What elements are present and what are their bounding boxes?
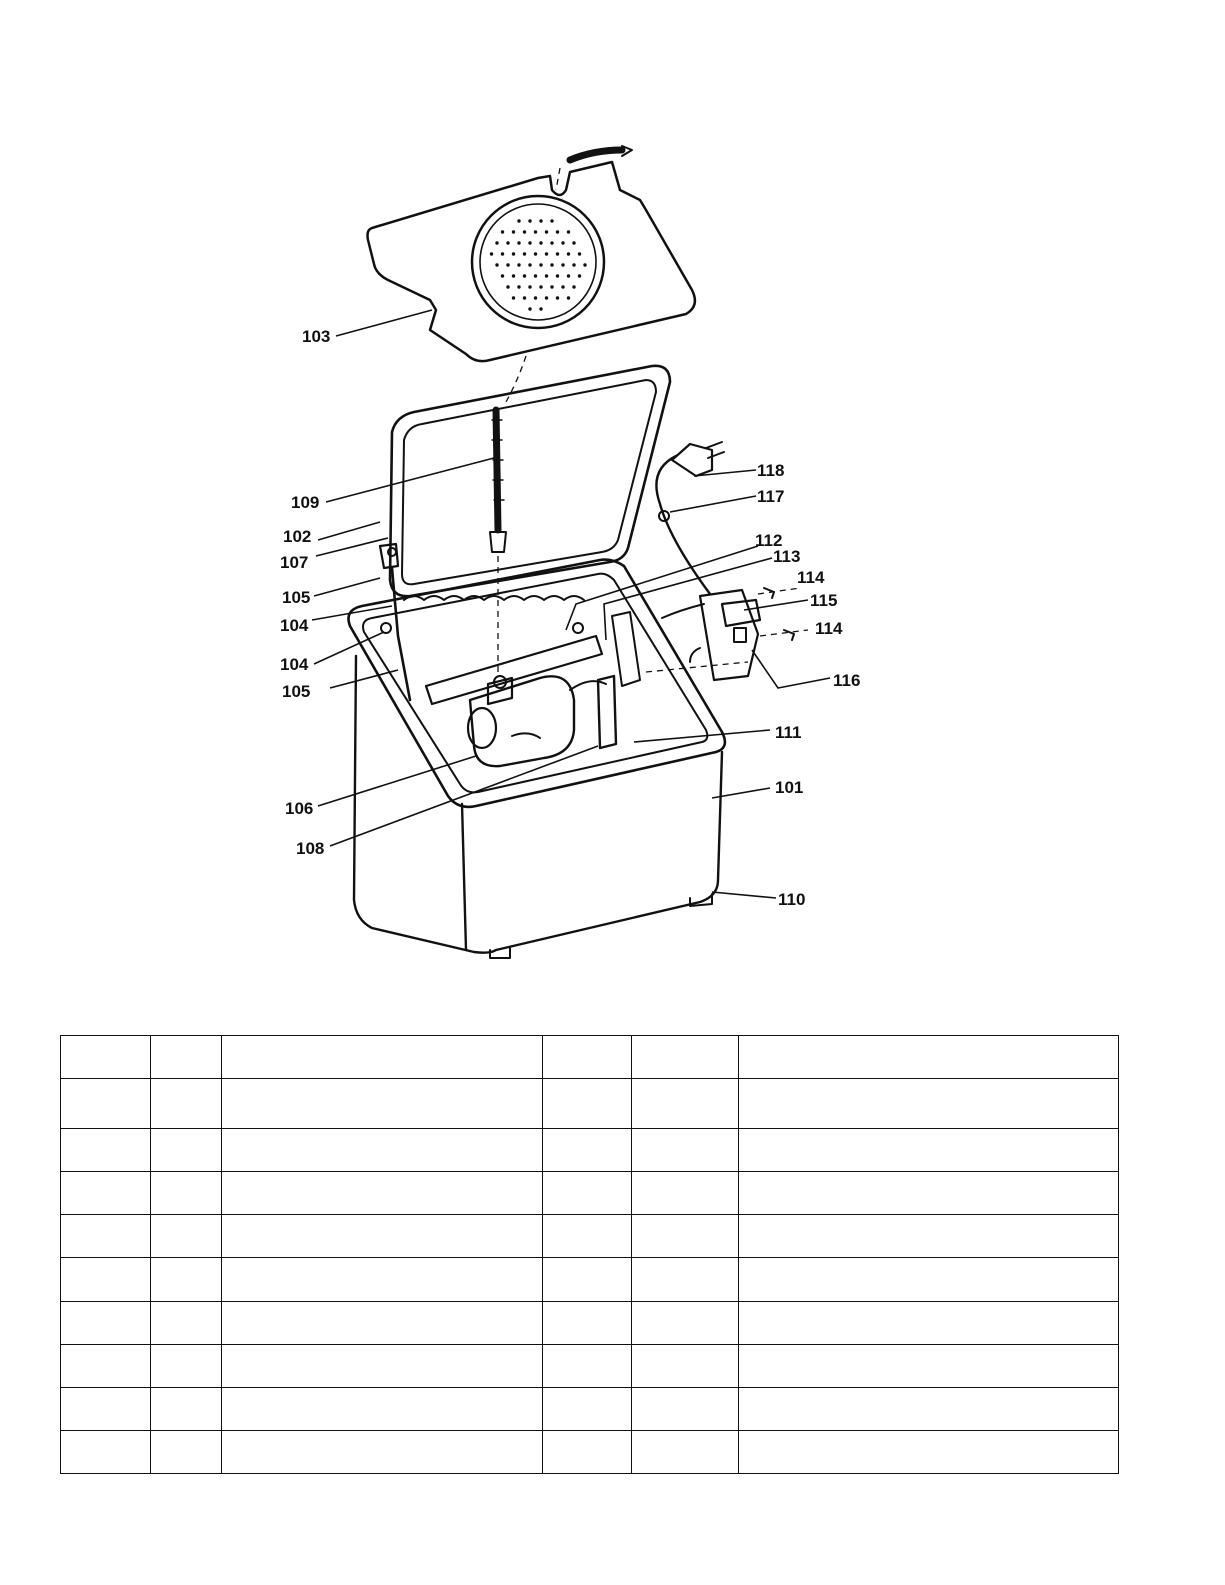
label-110: 110	[778, 890, 806, 909]
perforation-dot	[523, 296, 526, 299]
leader-lines	[312, 310, 830, 898]
label-108: 108	[296, 839, 325, 858]
perforation-dot	[512, 230, 515, 233]
table-cell	[151, 1036, 222, 1079]
perforation-dot	[534, 274, 537, 277]
perforation-dot	[545, 274, 548, 277]
label-107: 107	[280, 553, 309, 572]
table-cell	[151, 1215, 222, 1258]
table-row	[61, 1215, 1119, 1258]
table-cell	[543, 1172, 632, 1215]
table-cell	[632, 1036, 739, 1079]
table-cell	[543, 1301, 632, 1344]
perforation-dot	[545, 252, 548, 255]
lid-frame	[390, 366, 670, 600]
table-cell	[632, 1387, 739, 1430]
perforation-dot	[506, 241, 509, 244]
label-114: 114	[815, 619, 843, 638]
perforation-dot	[561, 241, 564, 244]
table-cell	[61, 1301, 151, 1344]
table-cell	[151, 1387, 222, 1430]
perforation-dot	[567, 296, 570, 299]
table-cell	[739, 1387, 1119, 1430]
perforation-dot	[539, 307, 542, 310]
perforation-dot	[528, 263, 531, 266]
table-cell	[61, 1430, 151, 1473]
label-117: 117	[757, 487, 785, 506]
table-cell	[61, 1172, 151, 1215]
perforation-dot	[556, 252, 559, 255]
table-cell	[543, 1387, 632, 1430]
perforation-dot	[534, 252, 537, 255]
table-row	[61, 1344, 1119, 1387]
label-104: 104	[280, 655, 309, 674]
perforation-dot	[583, 263, 586, 266]
label-114: 114	[797, 568, 825, 587]
table-row	[61, 1129, 1119, 1172]
label-105: 105	[282, 588, 311, 607]
perforation-dot	[578, 252, 581, 255]
perforation-dot	[501, 230, 504, 233]
table-cell	[543, 1430, 632, 1473]
perforation-dot	[501, 274, 504, 277]
perforation-dot	[567, 230, 570, 233]
label-118: 118	[757, 461, 785, 480]
perforation-dot	[523, 230, 526, 233]
perforation-dot	[539, 263, 542, 266]
table-row	[61, 1036, 1119, 1079]
perforation-dot	[506, 285, 509, 288]
table-cell	[61, 1129, 151, 1172]
label-102: 102	[283, 527, 312, 546]
table-row	[61, 1172, 1119, 1215]
perforation-dot	[556, 274, 559, 277]
table-cell	[222, 1036, 543, 1079]
table-cell	[739, 1079, 1119, 1129]
pump-assembly	[426, 612, 640, 766]
table-cell	[222, 1172, 543, 1215]
table-cell	[632, 1172, 739, 1215]
label-105: 105	[282, 682, 311, 701]
table-cell	[739, 1258, 1119, 1301]
table-cell	[739, 1215, 1119, 1258]
perforation-dot	[550, 241, 553, 244]
perforation-dot	[512, 296, 515, 299]
perforation-dot	[517, 263, 520, 266]
perforation-dot	[495, 241, 498, 244]
perforation-dot	[539, 241, 542, 244]
table-row	[61, 1387, 1119, 1430]
perforation-dot	[545, 296, 548, 299]
perforation-dot	[528, 219, 531, 222]
table-cell	[151, 1258, 222, 1301]
table-cell	[222, 1344, 543, 1387]
perforation-dot	[523, 252, 526, 255]
table-cell	[222, 1301, 543, 1344]
table-cell	[543, 1258, 632, 1301]
perforation-dot	[561, 263, 564, 266]
perforation-dot	[556, 230, 559, 233]
table-cell	[739, 1172, 1119, 1215]
perforation-dot	[561, 285, 564, 288]
label-116: 116	[833, 671, 861, 690]
perforation-dot	[523, 274, 526, 277]
table-cell	[739, 1344, 1119, 1387]
perforation-dot	[512, 274, 515, 277]
perforation-dot	[501, 252, 504, 255]
perforation-dot	[517, 285, 520, 288]
table-row	[61, 1301, 1119, 1344]
label-101: 101	[775, 778, 804, 797]
table-cell	[543, 1079, 632, 1129]
table-cell	[222, 1430, 543, 1473]
table-cell	[151, 1301, 222, 1344]
perforation-dot	[534, 230, 537, 233]
table-cell	[739, 1430, 1119, 1473]
table-cell	[222, 1129, 543, 1172]
label-109: 109	[291, 493, 320, 512]
label-104: 104	[280, 616, 309, 635]
perforation-dot	[572, 263, 575, 266]
table-cell	[632, 1430, 739, 1473]
strainer-perforations	[490, 219, 587, 310]
table-cell	[739, 1036, 1119, 1079]
table-cell	[61, 1258, 151, 1301]
perforation-dot	[550, 263, 553, 266]
table-cell	[222, 1258, 543, 1301]
parts-table-body	[61, 1036, 1119, 1474]
perforation-dot	[490, 252, 493, 255]
table-cell	[61, 1215, 151, 1258]
table-cell	[632, 1258, 739, 1301]
perforation-dot	[572, 241, 575, 244]
perforation-dot	[512, 252, 515, 255]
perforation-dot	[528, 307, 531, 310]
table-row	[61, 1079, 1119, 1129]
table-cell	[151, 1344, 222, 1387]
perforation-dot	[578, 274, 581, 277]
label-115: 115	[810, 591, 838, 610]
perforation-dot	[528, 241, 531, 244]
table-cell	[151, 1079, 222, 1129]
label-111: 111	[775, 723, 802, 742]
table-cell	[151, 1129, 222, 1172]
perforation-dot	[517, 241, 520, 244]
perforation-dot	[495, 263, 498, 266]
perforation-dot	[550, 219, 553, 222]
table-cell	[543, 1344, 632, 1387]
table-cell	[632, 1129, 739, 1172]
flexible-nozzle	[490, 410, 506, 676]
table-cell	[61, 1387, 151, 1430]
table-cell	[543, 1036, 632, 1079]
table-cell	[632, 1344, 739, 1387]
perforation-dot	[567, 274, 570, 277]
perforation-dot	[567, 252, 570, 255]
label-106: 106	[285, 799, 314, 818]
cover-plate	[368, 146, 695, 402]
perforation-dot	[517, 219, 520, 222]
perforation-dot	[550, 285, 553, 288]
perforation-dot	[556, 296, 559, 299]
table-cell	[739, 1301, 1119, 1344]
label-113: 113	[773, 547, 801, 566]
table-cell	[61, 1036, 151, 1079]
table-cell	[632, 1215, 739, 1258]
parts-list-table	[60, 1035, 1119, 1474]
table-cell	[632, 1079, 739, 1129]
table-cell	[632, 1301, 739, 1344]
perforation-dot	[539, 219, 542, 222]
perforation-dot	[506, 263, 509, 266]
table-cell	[739, 1129, 1119, 1172]
table-cell	[61, 1079, 151, 1129]
perforation-dot	[528, 285, 531, 288]
table-cell	[543, 1215, 632, 1258]
perforation-dot	[572, 285, 575, 288]
table-cell	[151, 1172, 222, 1215]
table-row	[61, 1258, 1119, 1301]
label-103: 103	[302, 327, 331, 346]
perforation-dot	[539, 285, 542, 288]
table-cell	[222, 1079, 543, 1129]
table-cell	[151, 1430, 222, 1473]
perforation-dot	[545, 230, 548, 233]
label-112: 112	[755, 531, 783, 550]
table-cell	[222, 1215, 543, 1258]
table-cell	[61, 1344, 151, 1387]
table-cell	[222, 1387, 543, 1430]
perforation-dot	[534, 296, 537, 299]
table-cell	[543, 1129, 632, 1172]
table-row	[61, 1430, 1119, 1473]
